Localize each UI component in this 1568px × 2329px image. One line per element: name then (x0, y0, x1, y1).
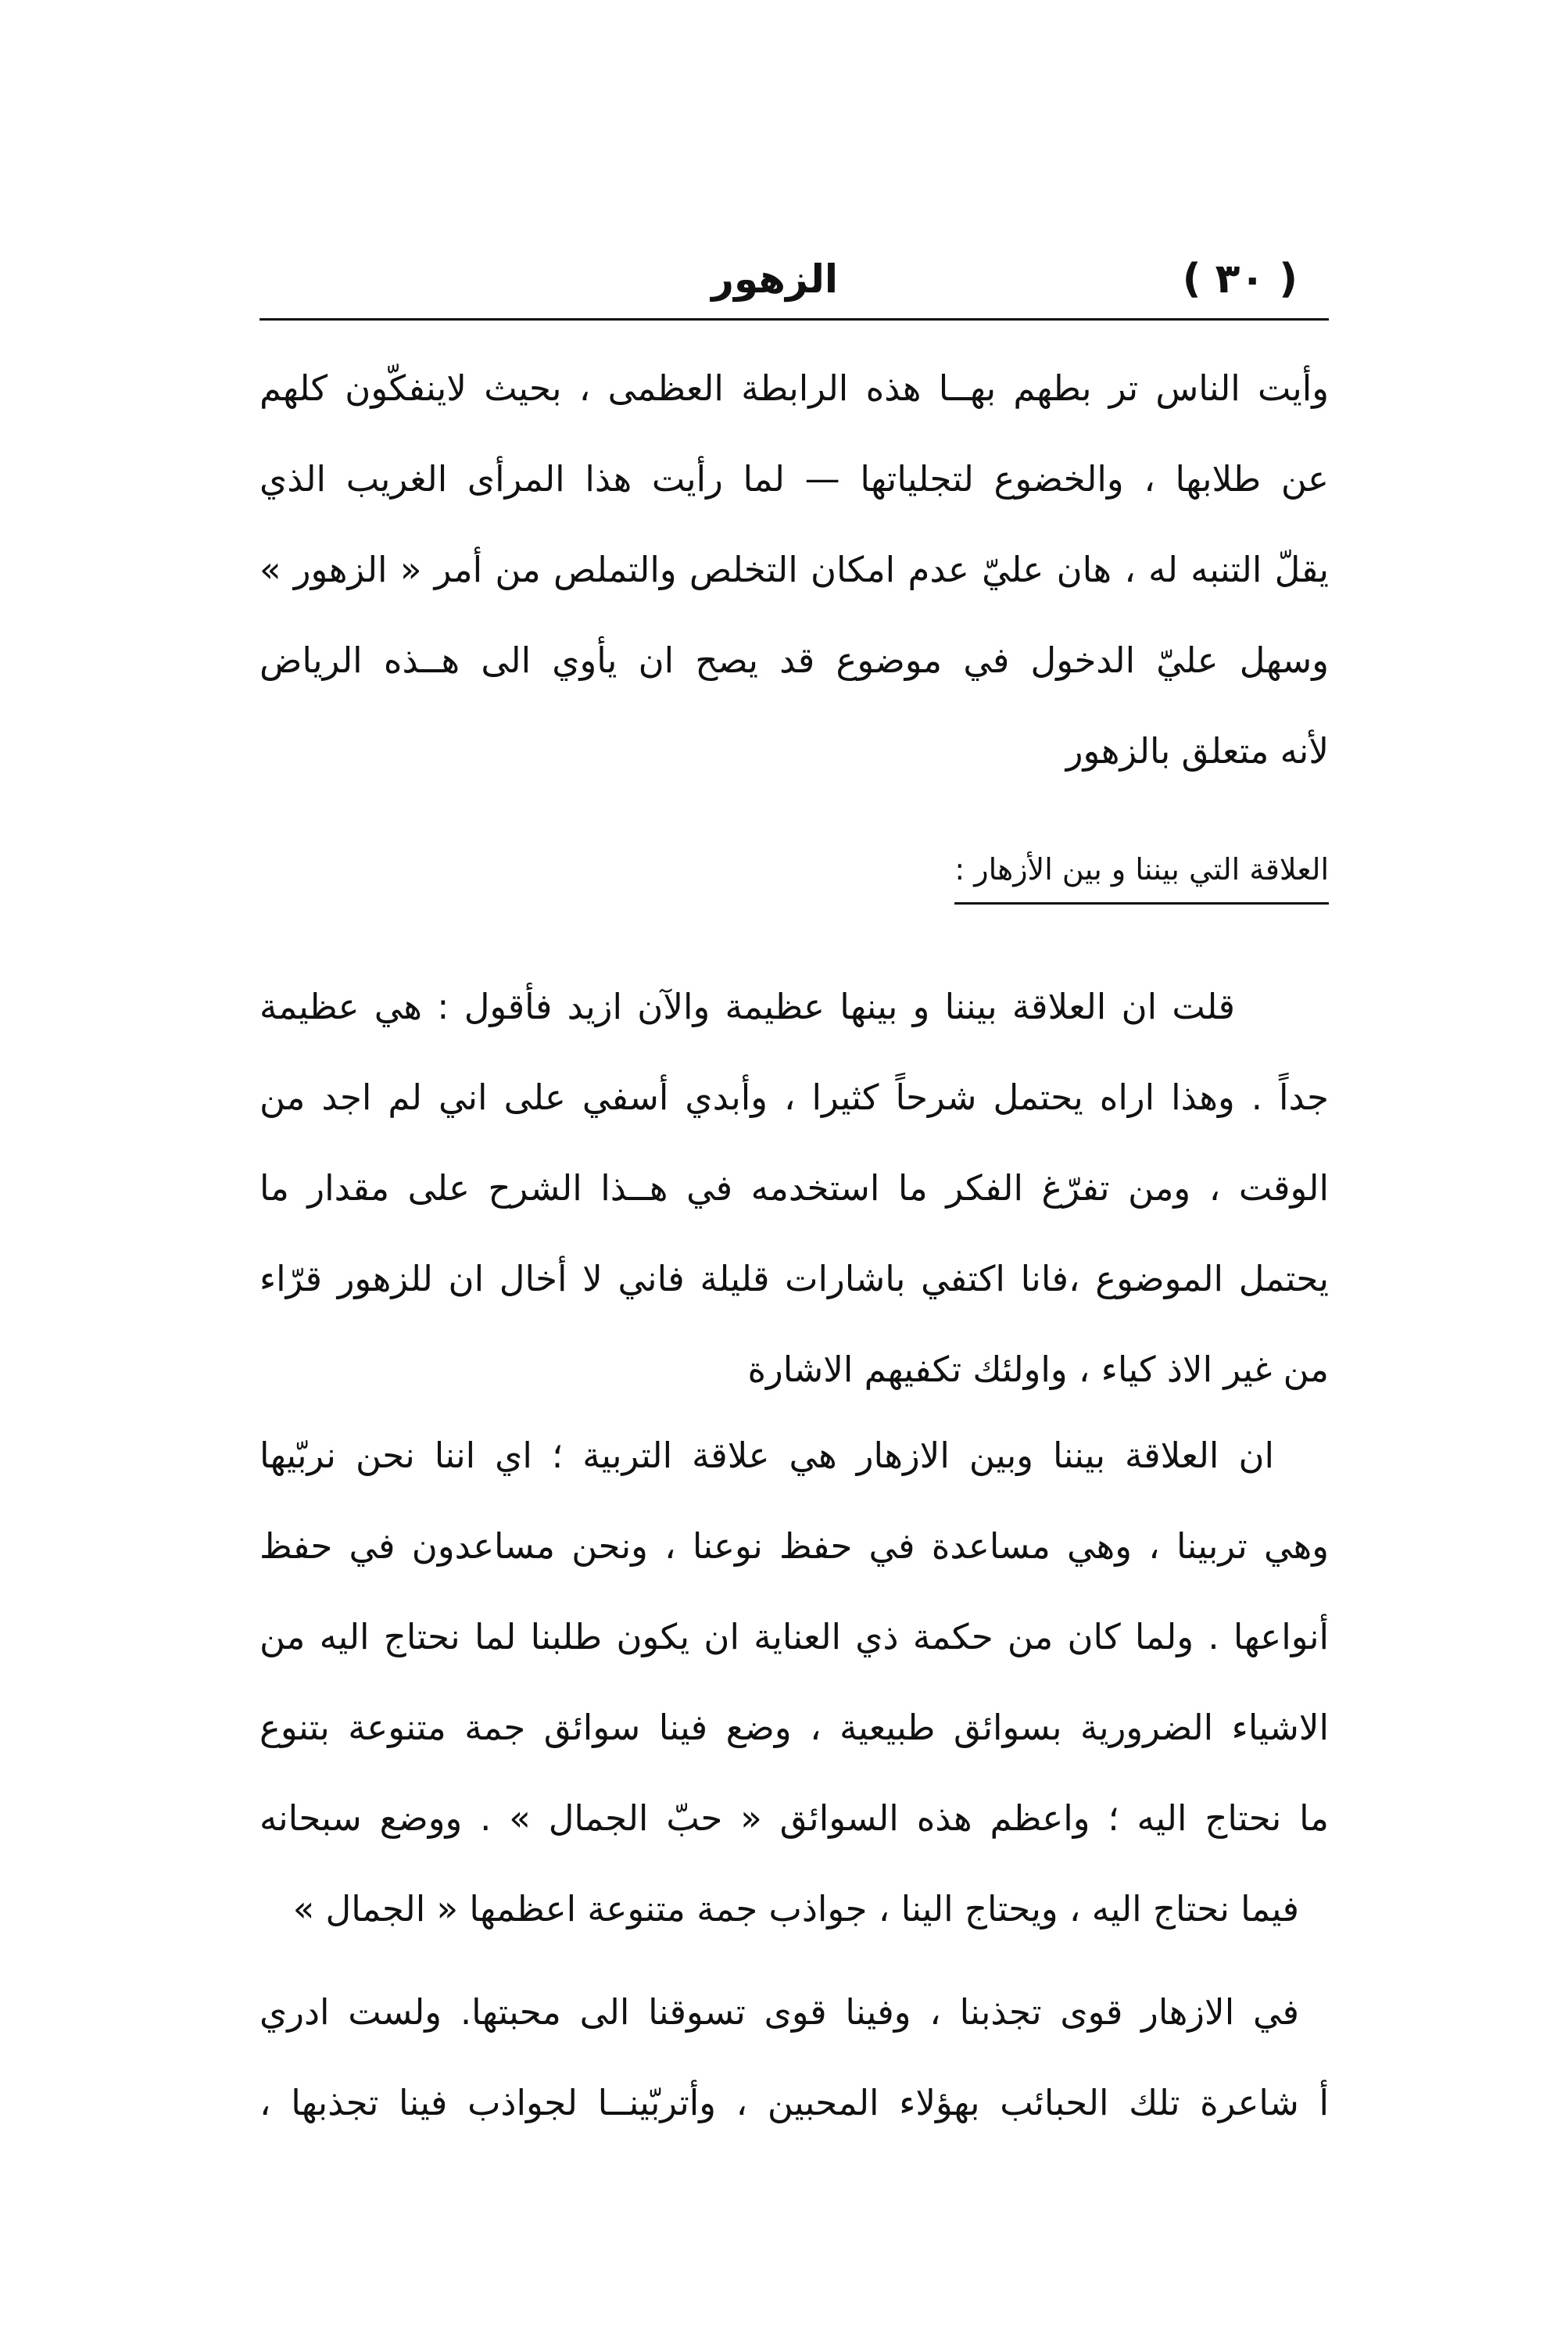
header-rule (260, 318, 1329, 321)
text-line: يحتمل الموضوع ،فانا اكتفي باشارات قليلة فاني لا أخال ان للزهور قرّاء (260, 1258, 1329, 1299)
section-heading: العلاقة التي بيننا و بين الأزهار : (954, 838, 1329, 905)
text-line: لأنه متعلق بالزهور (1065, 730, 1329, 772)
text-line: فيما نحتاج اليه ، ويحتاج الينا ، جواذب جمة متنوعة اعظمها « الجمال » (292, 1888, 1299, 1929)
text-line: من غير الاذ كياء ، واولئك تكفيهم الاشارة (747, 1349, 1329, 1390)
text-line: يقلّ التنبه له ، هان عليّ عدم امكان التخلص والتملص من أمر « الزهور » (260, 549, 1329, 590)
paragraph-1 (260, 343, 1329, 797)
text-line: وهي تربينا ، وهي مساعدة في حفظ نوعنا ، ونحن مساعدون في حفظ (260, 1525, 1329, 1567)
paragraph-2 (260, 962, 1329, 1415)
text-line: قلت ان العلاقة بيننا و بينها عظيمة والآن ازيد فأقول : هي عظيمة (260, 986, 1235, 1027)
text-line: في الازهار قوى تجذبنا ، وفينا قوى تسوقنا الى محبتها. ولست ادري (260, 1991, 1299, 2033)
text-line: الوقت ، ومن تفرّغ الفكر ما استخدمه في هــذا الشرح على مقدار ما (260, 1167, 1329, 1209)
section-heading-row (260, 838, 1329, 910)
text-line: وأيت الناس تر بطهم بهــا هذه الرابطة العظمى ، بحيث لاينفكّون كلهم (260, 367, 1329, 409)
text-line: جداً . وهذا اراه يحتمل شرحاً كثيرا ، وأبدي أسفي على اني لم اجد من (260, 1077, 1329, 1118)
paragraph-4 (260, 1967, 1329, 2148)
paragraph-3 (260, 1410, 1329, 1955)
page-number: ( ٣٠ ) (1182, 256, 1298, 303)
text-line: عن طلابها ، والخضوع لتجلياتها — لما رأيت هذا المرأى الغريب الذي (260, 458, 1329, 500)
text-line: أنواعها . ولما كان من حكمة ذي العناية ان يكون طلبنا لما نحتاج اليه من (260, 1616, 1329, 1657)
text-line: ما نحتاج اليه ؛ واعظم هذه السوائق « حبّ الجمال » . ووضع سبحانه (260, 1797, 1329, 1839)
text-line: أ شاعرة تلك الحبائب بهؤلاء المحبين ، وأتربّينــا لجواذب فينا تجذبها ، (260, 2082, 1329, 2123)
text-line: ان العلاقة بيننا وبين الازهار هي علاقة التربية ؛ اي اننا نحن نربّيها (260, 1435, 1274, 1476)
page-header (260, 244, 1329, 314)
text-line: وسهل عليّ الدخول في موضوع قد يصح ان يأوي الى هــذه الرياض (260, 640, 1329, 681)
running-title: الزهور (711, 256, 838, 302)
text-line: الاشياء الضرورية بسوائق طبيعية ، وضع فينا سوائق جمة متنوعة بتنوع (260, 1707, 1329, 1748)
